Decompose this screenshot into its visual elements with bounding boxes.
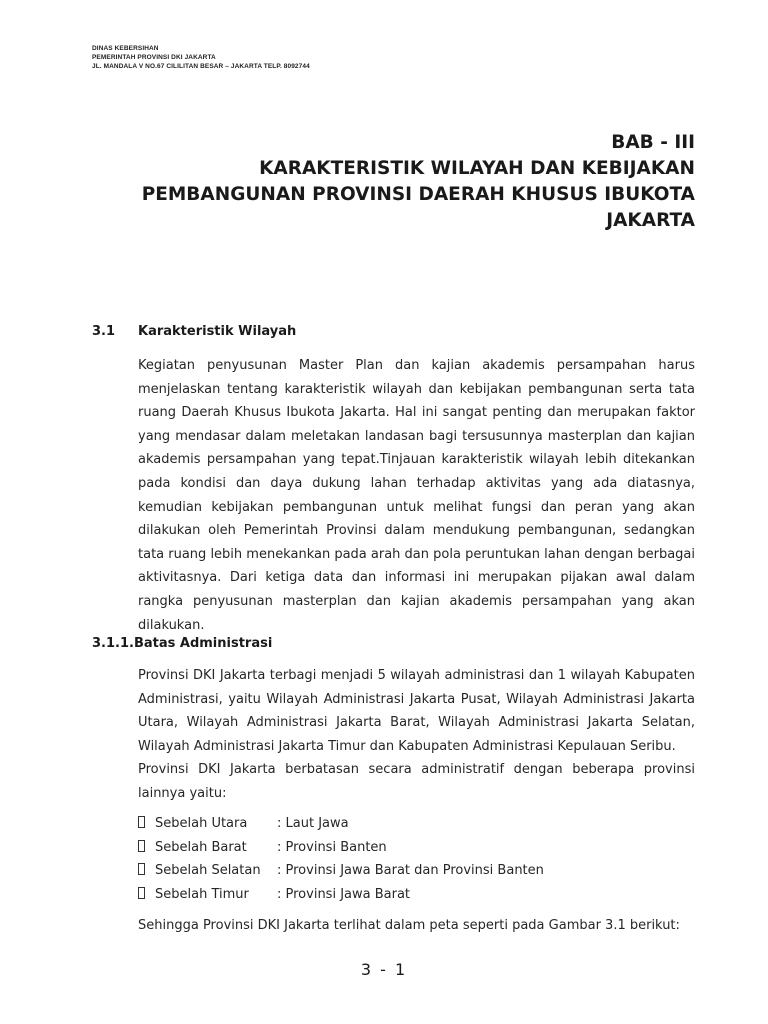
chapter-title-line: KARAKTERISTIK WILAYAH DAN KEBIJAKAN bbox=[259, 158, 695, 179]
chapter-title-line: PEMBANGUNAN PROVINSI DAERAH KHUSUS IBUKOTA bbox=[141, 184, 695, 205]
border-value: : Provinsi Banten bbox=[277, 839, 387, 855]
chapter-heading bbox=[95, 130, 695, 234]
section-number: 3.1 bbox=[92, 324, 116, 339]
bullet-icon bbox=[138, 863, 145, 875]
border-direction: Sebelah Timur bbox=[155, 886, 249, 902]
list-item bbox=[138, 859, 695, 883]
letterhead-address: JL. MANDALA V NO.67 CILILITAN BESAR – JAKARTA TELP. 8092744 bbox=[92, 63, 310, 70]
border-value: : Provinsi Jawa Barat bbox=[277, 886, 411, 902]
border-value: : Laut Jawa bbox=[277, 816, 349, 831]
subsection-heading: 3.1.1.Batas Administrasi bbox=[92, 636, 273, 651]
bullet-icon bbox=[138, 816, 145, 828]
section-paragraph: Kegiatan penyusunan Master Plan dan kajian akademis persampahan harus menjelaskan tentang karakteristik wilayah dan kebijakan pembangunan serta tata ruang Daerah Khusus Ibukota Jakarta. Hal ini sangat penting dan merupakan faktor yang mendasar dalam meletakan landasan bagi tersusunnya masterplan dan kajian akademis persampahan yang tepat.Tinjauan karakteristik wilayah lebih ditekankan pada kondisi dan daya dukung lahan terhadap aktivitas yang ada diatasnya, kemudian kebijakan pembangunan untuk melihat fungsi dan peran yang akan dilakukan oleh Pemerintah Provinsi dalam mendukung pembangunan, sedangkan tata ruang lebih menekankan pada arah dan pola peruntukan lahan dengan berbagai aktivitasnya. Dari ketiga data dan informasi ini merupakan pijakan awal dalam rangka penyusunan masterplan dan kajian akademis persampahan yang akan dilakukan. bbox=[138, 358, 695, 633]
letterhead-government: PEMERINTAH PROVINSI DKI JAKARTA bbox=[92, 54, 216, 61]
border-direction: Sebelah Utara bbox=[155, 816, 248, 831]
list-item bbox=[138, 812, 695, 836]
border-list bbox=[138, 812, 695, 906]
page-number: 3 - 1 bbox=[360, 960, 408, 979]
letterhead-agency: DINAS KEBERSIHAN bbox=[92, 45, 159, 52]
subsection-paragraph-2: Provinsi DKI Jakarta berbatasan secara administratif dengan beberapa provinsi lainnya yaitu: bbox=[138, 762, 695, 801]
border-direction: Sebelah Barat bbox=[155, 839, 247, 855]
section-heading bbox=[92, 324, 296, 339]
chapter-label: BAB - III bbox=[611, 132, 695, 153]
list-item bbox=[138, 836, 695, 860]
bullet-icon bbox=[138, 840, 145, 852]
section-title: Karakteristik Wilayah bbox=[138, 324, 297, 339]
subsection-paragraph-1: Provinsi DKI Jakarta terbagi menjadi 5 wilayah administrasi dan 1 wilayah Kabupaten Administrasi, yaitu Wilayah Administrasi Jakarta Pusat, Wilayah Administrasi Jakarta Utara, Wilayah Administrasi Jakarta Barat, Wilayah Administrasi Jakarta Selatan, Wilayah Administrasi Jakarta Timur dan Kabupaten Administrasi Kepulauan Seribu. bbox=[138, 668, 695, 754]
list-item bbox=[138, 883, 695, 907]
border-value: : Provinsi Jawa Barat dan Provinsi Banten bbox=[277, 863, 544, 878]
subsection-paragraph-3: Sehingga Provinsi DKI Jakarta terlihat dalam peta seperti pada Gambar 3.1 berikut: bbox=[138, 918, 680, 933]
letterhead bbox=[92, 44, 310, 71]
border-direction: Sebelah Selatan bbox=[155, 863, 261, 878]
chapter-title-line: JAKARTA bbox=[606, 210, 695, 231]
bullet-icon bbox=[138, 887, 145, 899]
